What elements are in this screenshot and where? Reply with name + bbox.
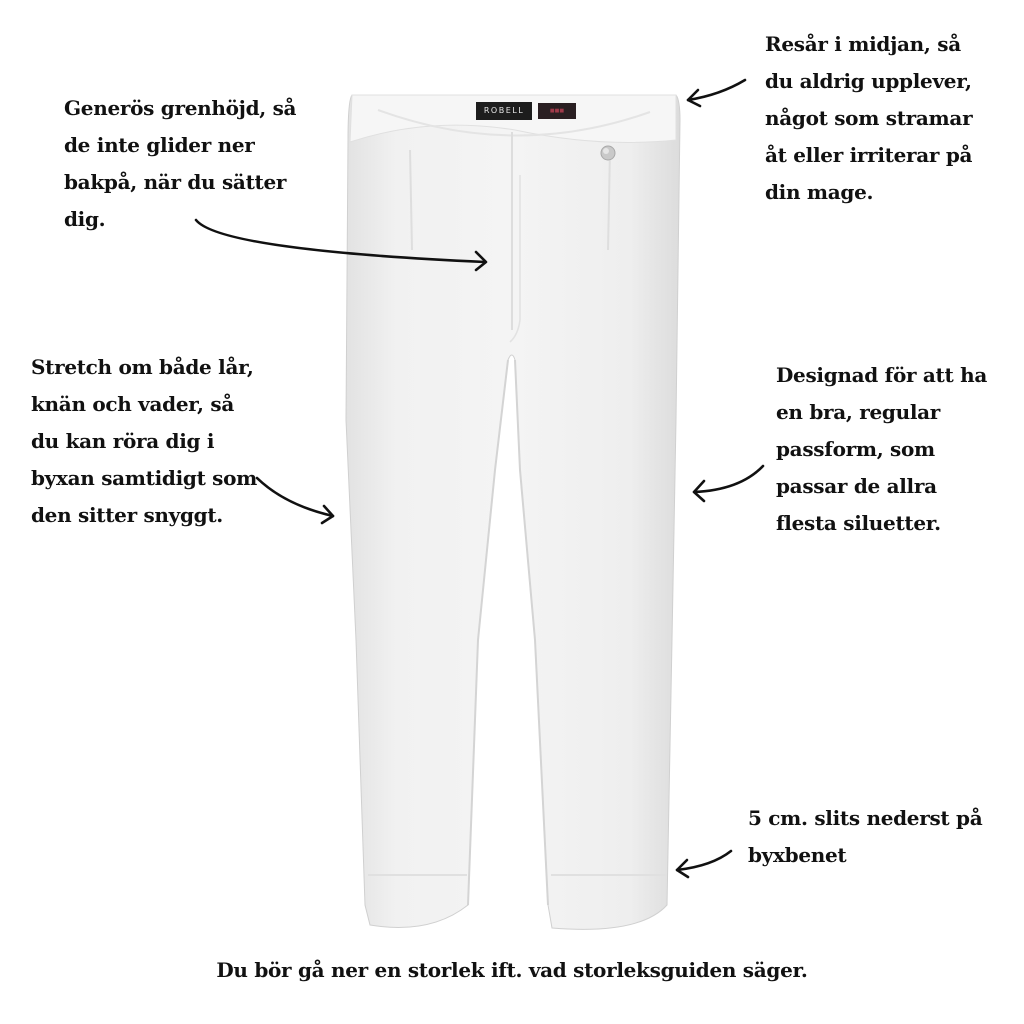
callout-line: passar de allra: [776, 474, 937, 498]
callout-line: en bra, regular: [776, 400, 941, 424]
callout-line: dig.: [64, 207, 106, 231]
sizing-note: Du bör gå ner en storlek ift. vad storleksguiden säger.: [216, 958, 808, 982]
callout-line: passform, som: [776, 437, 935, 461]
callout-waistband: [765, 26, 972, 211]
callout-crotch: [64, 90, 296, 238]
callout-line: du kan röra dig i: [31, 429, 215, 453]
callout-line: åt eller irriterar på: [765, 143, 973, 167]
arrow-slit-icon: [677, 851, 731, 877]
callout-line: du aldrig upplever,: [765, 69, 972, 93]
arrow-stretch-icon: [257, 478, 333, 523]
callout-line: de inte glider ner: [64, 133, 255, 157]
callout-line: den sitter snyggt.: [31, 503, 223, 527]
arrow-waistband-icon: [688, 80, 745, 106]
callout-line: byxbenet: [748, 843, 847, 867]
size-label: ■■■: [538, 103, 576, 119]
callout-line: Stretch om både lår,: [31, 355, 254, 379]
callout-line: flesta siluetter.: [776, 511, 941, 535]
callout-line: Designad för att ha: [776, 363, 987, 387]
callout-line: knän och vader, så: [31, 392, 234, 416]
callout-line: något som stramar: [765, 106, 973, 130]
callout-line: din mage.: [765, 180, 874, 204]
callout-line: bakpå, när du sätter: [64, 170, 287, 194]
callout-line: 5 cm. slits nederst på: [748, 806, 983, 830]
callout-stretch: [31, 349, 257, 534]
callout-slit: [748, 800, 982, 874]
callout-line: Resår i midjan, så: [765, 32, 961, 56]
callout-fit: [776, 357, 987, 542]
brand-label: ROBELL: [476, 102, 532, 120]
arrow-fit-icon: [694, 466, 763, 501]
callout-line: byxan samtidigt som: [31, 466, 258, 490]
callout-line: Generös grenhöjd, så: [64, 96, 297, 120]
